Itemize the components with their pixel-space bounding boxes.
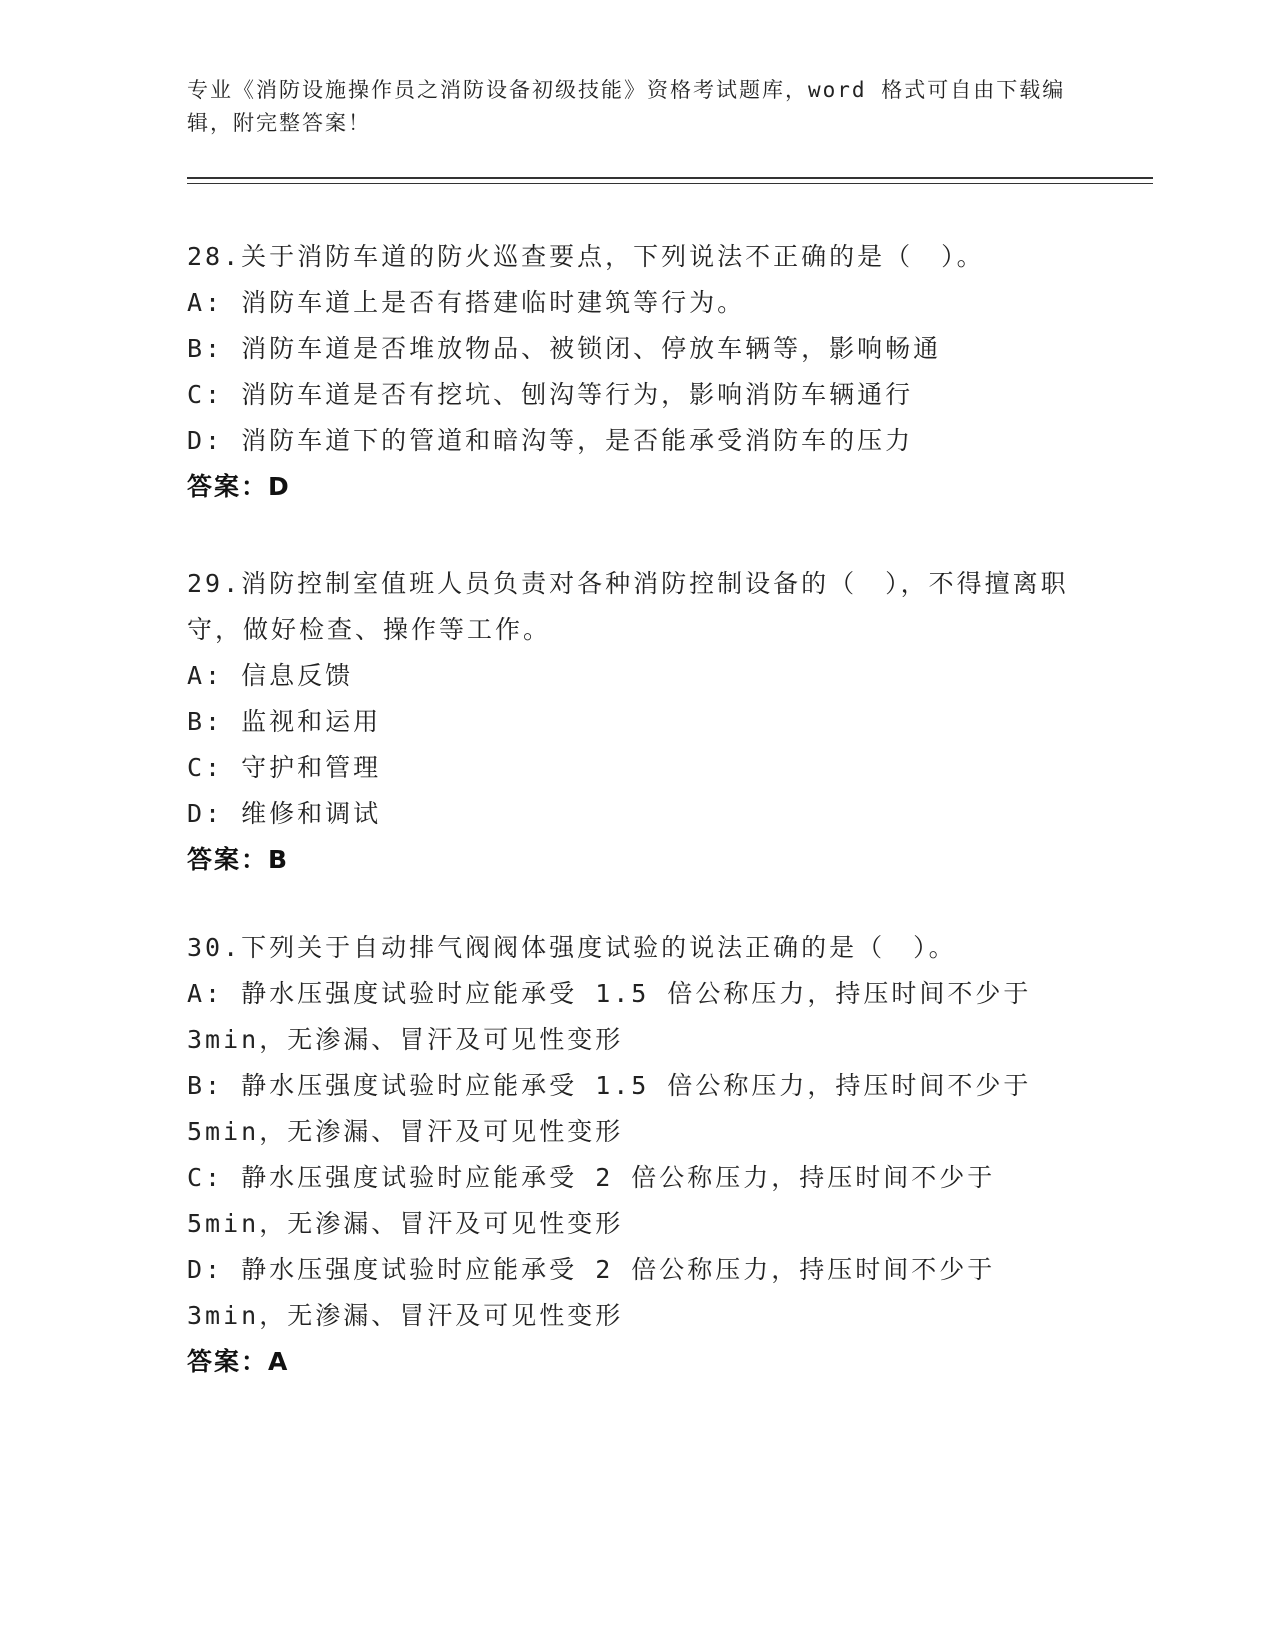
option-a: A: 消防车道上是否有搭建临时建筑等行为。 [187, 288, 746, 317]
option-b: B: 监视和运用 [187, 707, 382, 736]
option-d: D: 维修和调试 [187, 799, 382, 828]
header-divider-thin [187, 183, 1153, 184]
header-divider-thick [187, 177, 1153, 179]
answer: 答案：D [187, 472, 291, 501]
option-b: B: 消防车道是否堆放物品、被锁闭、停放车辆等，影响畅通 [187, 334, 942, 363]
document-header [187, 74, 1067, 140]
option-c: C: 守护和管理 [187, 753, 382, 782]
option-c: C: 消防车道是否有挖坑、刨沟等行为，影响消防车辆通行 [187, 380, 914, 409]
header-text: 专业《消防设施操作员之消防设备初级技能》资格考试题库，word 格式可自由下载编辑，附完整答案！ [187, 78, 1066, 135]
question-29 [187, 561, 1087, 883]
option-d: D: 静水压强度试验时应能承受 2 倍公称压力，持压时间不少于 3min，无渗漏、冒汗及可见性变形 [187, 1255, 1014, 1330]
question-stem: 30.下列关于自动排气阀阀体强度试验的说法正确的是（ ）。 [187, 933, 957, 962]
question-30 [187, 925, 1087, 1385]
option-a: A: 静水压强度试验时应能承受 1.5 倍公称压力，持压时间不少于 3min，无渗漏、冒汗及可见性变形 [187, 979, 1050, 1054]
answer: 答案：B [187, 845, 290, 874]
question-stem: 28.关于消防车道的防火巡查要点，下列说法不正确的是（ ）。 [187, 242, 985, 271]
option-d: D: 消防车道下的管道和暗沟等，是否能承受消防车的压力 [187, 426, 914, 455]
question-stem: 29.消防控制室值班人员负责对各种消防控制设备的（ ），不得擅离职守，做好检查、操作等工作。 [187, 569, 1069, 644]
option-a: A: 信息反馈 [187, 661, 354, 690]
option-b: B: 静水压强度试验时应能承受 1.5 倍公称压力，持压时间不少于 5min，无渗漏、冒汗及可见性变形 [187, 1071, 1050, 1146]
option-c: C: 静水压强度试验时应能承受 2 倍公称压力，持压时间不少于 5min，无渗漏、冒汗及可见性变形 [187, 1163, 1014, 1238]
answer: 答案：A [187, 1347, 290, 1376]
question-28 [187, 234, 1087, 510]
